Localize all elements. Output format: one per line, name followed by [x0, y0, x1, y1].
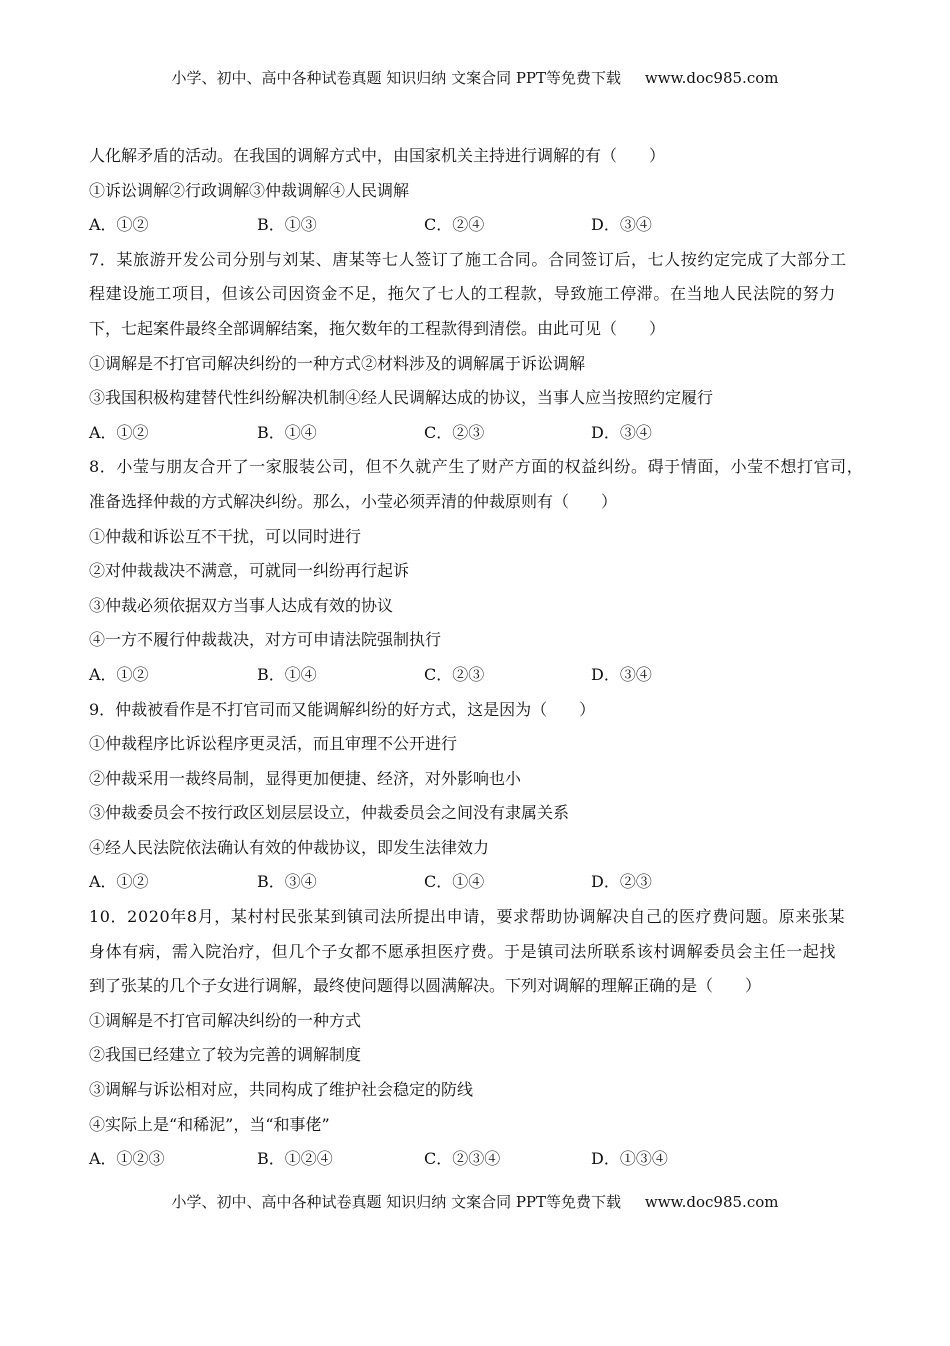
q8-stem-line-1: 8．小莹与朋友合开了一家服装公司，但不久就产生了财产方面的权益纠纷。碍于情面，小莹不想打官司，: [89, 457, 864, 477]
q10-option-d[interactable]: D．①③④: [591, 1149, 668, 1169]
q8-item-1: ①仲裁和诉讼互不干扰，可以同时进行: [89, 526, 362, 546]
header-url[interactable]: www.doc985.com: [644, 69, 779, 87]
q10-item-3: ③调解与诉讼相对应，共同构成了维护社会稳定的防线: [89, 1080, 474, 1100]
footer-url[interactable]: www.doc985.com: [644, 1193, 779, 1211]
q7-option-a[interactable]: A．①②: [89, 422, 149, 442]
q10-item-2: ②我国已经建立了较为完善的调解制度: [89, 1045, 362, 1065]
q8-option-d[interactable]: D．③④: [591, 664, 652, 684]
page-header: [0, 68, 950, 88]
footer-text: 小学、初中、高中各种试卷真题 知识归纳 文案合同 PPT等免费下载: [171, 1193, 622, 1211]
q7-item-line-2: ③我国积极构建替代性纠纷解决机制④经人民调解达成的协议，当事人应当按照约定履行: [89, 388, 714, 408]
q10-item-1: ①调解是不打官司解决纠纷的一种方式: [89, 1010, 362, 1030]
q9-option-b[interactable]: B．③④: [257, 872, 317, 892]
q7-option-b[interactable]: B．①④: [257, 422, 317, 442]
q8-item-4: ④一方不履行仲裁裁决，对方可申请法院强制执行: [89, 630, 442, 650]
q7-stem-line-2: 程建设施工项目，但该公司因资金不足，拖欠了七人的工程款，导致施工停滞。在当地人民法院的努力: [89, 284, 837, 304]
q7-item-line-1: ①调解是不打官司解决纠纷的一种方式②材料涉及的调解属于诉讼调解: [89, 353, 586, 373]
q7-stem-line-3: 下，七起案件最终全部调解结案，拖欠数年的工程款得到清偿。由此可见（ ）: [89, 318, 666, 338]
q7-options: [89, 420, 879, 455]
q9-item-4: ④经人民法院依法确认有效的仲裁协议，即发生法律效力: [89, 837, 490, 857]
q8-stem-line-2: 准备选择仲裁的方式解决纠纷。那么，小莹必须弄清的仲裁原则有（ ）: [89, 491, 618, 511]
q7-option-c[interactable]: C．②③: [424, 422, 485, 442]
q10-option-a[interactable]: A．①②③: [89, 1149, 165, 1169]
q6-options: [89, 212, 879, 247]
q9-option-a[interactable]: A．①②: [89, 872, 149, 892]
question-content: [89, 143, 879, 1181]
q10-option-b[interactable]: B．①②④: [257, 1149, 333, 1169]
q8-options: [89, 662, 879, 697]
q6-option-c[interactable]: C．②④: [424, 215, 485, 235]
q7-option-d[interactable]: D．③④: [591, 422, 652, 442]
q8-item-2: ②对仲裁裁决不满意，可就同一纠纷再行起诉: [89, 561, 410, 581]
q6-option-d[interactable]: D．③④: [591, 215, 652, 235]
header-text: 小学、初中、高中各种试卷真题 知识归纳 文案合同 PPT等免费下载: [171, 69, 622, 87]
q9-item-1: ①仲裁程序比诉讼程序更灵活，而且审理不公开进行: [89, 734, 458, 754]
q6-option-a[interactable]: A．①②: [89, 215, 149, 235]
page-footer: [0, 1192, 950, 1212]
q6-items: ①诉讼调解②行政调解③仲裁调解④人民调解: [89, 180, 410, 200]
q10-item-4: ④实际上是“和稀泥”，当“和事佬”: [89, 1114, 330, 1134]
q7-stem-line-1: 7．某旅游开发公司分别与刘某、唐某等七人签订了施工合同。合同签订后，七人按约定完成了大部分工: [89, 249, 847, 269]
q8-option-b[interactable]: B．①④: [257, 664, 317, 684]
q9-item-2: ②仲裁采用一裁终局制，显得更加便捷、经济，对外影响也小: [89, 768, 522, 788]
q10-stem-line-1: 10．2020年8月，某村村民张某到镇司法所提出申请，要求帮助协调解决自己的医疗费问题。原来张某: [89, 907, 846, 927]
q10-option-c[interactable]: C．②③④: [424, 1149, 501, 1169]
q9-stem: 9．仲裁被看作是不打官司而又能调解纠纷的好方式，这是因为（ ）: [89, 699, 596, 719]
q8-option-a[interactable]: A．①②: [89, 664, 149, 684]
q9-options: [89, 869, 879, 904]
q10-stem-line-3: 到了张某的几个子女进行调解，最终使问题得以圆满解决。下列对调解的理解正确的是（ ）: [89, 976, 762, 996]
q8-item-3: ③仲裁必须依据双方当事人达成有效的协议: [89, 595, 394, 615]
q10-options: [89, 1146, 879, 1181]
q9-option-c[interactable]: C．①④: [424, 872, 485, 892]
q9-option-d[interactable]: D．②③: [591, 872, 652, 892]
q6-stem-tail: 人化解矛盾的活动。在我国的调解方式中，由国家机关主持进行调解的有（ ）: [89, 146, 666, 165]
q6-option-b[interactable]: B．①③: [257, 215, 317, 235]
q8-option-c[interactable]: C．②③: [424, 664, 485, 684]
q10-stem-line-2: 身体有病，需入院治疗，但几个子女都不愿承担医疗费。于是镇司法所联系该村调解委员会主任一起找: [89, 941, 837, 961]
q9-item-3: ③仲裁委员会不按行政区划层层设立，仲裁委员会之间没有隶属关系: [89, 803, 570, 823]
